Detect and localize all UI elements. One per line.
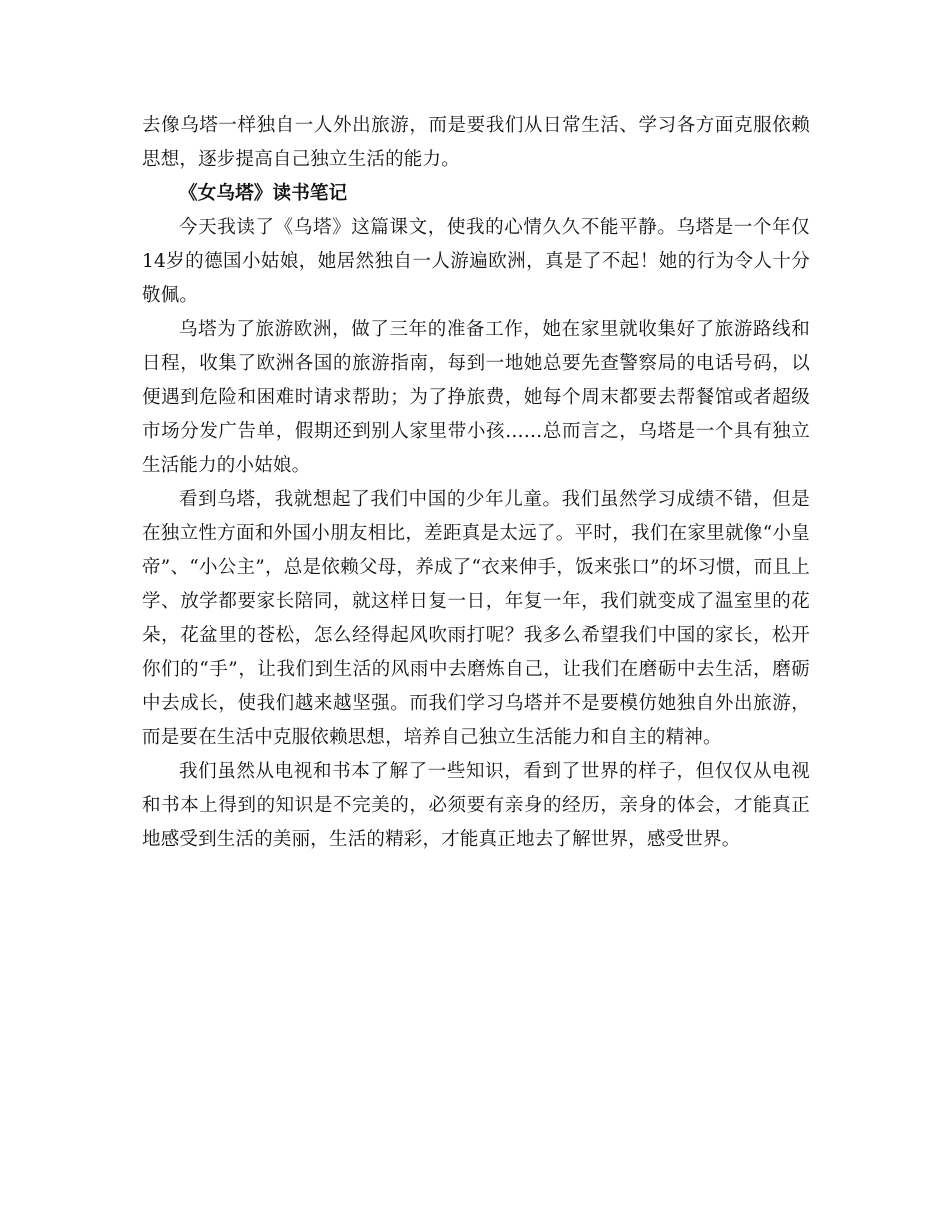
section-heading: 《女乌塔》读书笔记 [179,183,348,204]
body-paragraph: 我们虽然从电视和书本了解了一些知识，看到了世界的样子，但仅仅从电视和书本上得到的知识是不完美的，必须要有亲身的经历，亲身的体会，才能真正地感受到生活的美丽，生活的精彩，才能真正地去了解世界，感受世界。 [142,761,810,850]
intro-paragraph: 去像乌塔一样独自一人外出旅游，而是要我们从日常生活、学习各方面克服依赖思想，逐步提高自己独立生活的能力。 [142,115,810,170]
body-paragraph: 乌塔为了旅游欧洲，做了三年的准备工作，她在家里就收集好了旅游路线和日程，收集了欧洲各国的旅游指南，每到一地她总要先查警察局的电话号码，以便遇到危险和困难时请求帮助；为了挣旅费，她每个周末都要去帮餐馆或者超级市场分发广告单，假期还到别人家里带小孩……总而言之，乌塔是一个具有独立生活能力的小姑娘。 [142,319,810,476]
body-paragraph: 今天我读了《乌塔》这篇课文，使我的心情久久不能平静。乌塔是一个年仅14岁的德国小姑娘，她居然独自一人游遍欧洲，真是了不起！她的行为令人十分敬佩。 [142,217,810,306]
body-paragraph: 看到乌塔，我就想起了我们中国的少年儿童。我们虽然学习成绩不错，但是在独立性方面和外国小朋友相比，差距真是太远了。平时，我们在家里就像“小皇帝”、“小公主”，总是依赖父母，养成了“衣来伸手，饭来张口”的坏习惯，而且上学、放学都要家长陪同，就这样日复一日，年复一年，我们就变成了温室里的花朵，花盆里的苍松，怎么经得起风吹雨打呢？我多么希望我们中国的家长，松开你们的“手”，让我们到生活的风雨中去磨炼自己，让我们在磨砺中去生活，磨砺中去成长，使我们越来越坚强。而我们学习乌塔并不是要模仿她独自外出旅游，而是要在生活中克服依赖思想，培养自己独立生活能力和自主的精神。 [142,489,810,748]
document-page [142,109,810,857]
